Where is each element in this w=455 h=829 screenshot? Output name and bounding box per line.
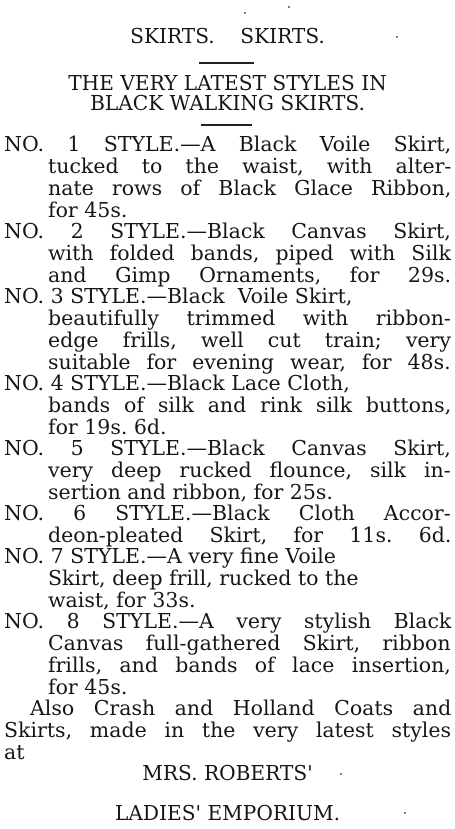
- item-8-line-1: NO. 8 STYLE.—A very stylish Black: [4, 609, 452, 633]
- divider-rule: [201, 124, 252, 126]
- item-4-line-1: NO. 4 STYLE.—Black Lace Cloth,: [4, 371, 350, 395]
- subheading-line-2: BLACK WALKING SKIRTS.: [90, 91, 365, 115]
- item-5-line-1: NO. 5 STYLE.—Black Canvas Skirt,: [4, 436, 451, 460]
- print-speck: [244, 12, 246, 14]
- item-6-line-2: deon-pleated Skirt, for 11s. 6d.: [48, 523, 452, 547]
- item-5-line-3: sertion and ribbon, for 25s.: [48, 480, 333, 504]
- closing-line-3: at: [4, 740, 25, 764]
- subheading-line-1: THE VERY LATEST STYLES IN: [68, 71, 387, 95]
- print-speck: [340, 773, 342, 775]
- item-3-line-1: NO. 3 STYLE.—Black Voile Skirt,: [4, 284, 353, 308]
- item-2-line-1: NO. 2 STYLE.—Black Canvas Skirt,: [4, 219, 451, 243]
- divider-rule: [199, 62, 254, 64]
- item-8-line-2: Canvas full-gathered Skirt, ribbon: [48, 631, 451, 655]
- item-7-line-3: waist, for 33s.: [48, 588, 196, 612]
- item-1-line-3: nate rows of Black Glace Ribbon,: [48, 176, 452, 200]
- item-8-line-4: for 45s.: [48, 675, 128, 699]
- print-speck: [404, 812, 406, 814]
- print-speck: [396, 36, 398, 38]
- item-7-line-1: NO. 7 STYLE.—A very fine Voile: [4, 544, 336, 568]
- shop-owner: MRS. ROBERTS': [142, 761, 313, 785]
- item-3-line-4: suitable for evening wear, for 48s.: [48, 350, 451, 374]
- closing-line-1: Also Crash and Holland Coats and: [30, 696, 452, 720]
- shop-name: LADIES' EMPORIUM.: [115, 801, 340, 825]
- item-2-line-2: with folded bands, piped with Silk: [48, 241, 451, 265]
- item-1-line-1: NO. 1 STYLE.—A Black Voile Skirt,: [4, 132, 452, 156]
- item-5-line-2: very deep rucked flounce, silk in-: [48, 458, 451, 482]
- item-4-line-3: for 19s. 6d.: [48, 415, 167, 439]
- item-1-line-4: for 45s.: [48, 198, 128, 222]
- item-8-line-3: frills, and bands of lace insertion,: [48, 653, 451, 677]
- item-7-line-2: Skirt, deep frill, rucked to the: [48, 566, 359, 590]
- item-3-line-3: edge frills, well cut train; very: [48, 328, 451, 352]
- item-4-line-2: bands of silk and rink silk buttons,: [48, 393, 452, 417]
- print-speck: [288, 6, 290, 8]
- ad-heading: SKIRTS. SKIRTS.: [130, 24, 325, 48]
- item-1-line-2: tucked to the waist, with alter-: [48, 154, 452, 178]
- item-3-line-2: beautifully trimmed with ribbon-: [48, 306, 451, 330]
- item-6-line-1: NO. 6 STYLE.—Black Cloth Accor-: [4, 501, 451, 525]
- closing-line-2: Skirts, made in the very latest styles: [4, 718, 452, 742]
- item-2-line-3: and Gimp Ornaments, for 29s.: [48, 263, 452, 287]
